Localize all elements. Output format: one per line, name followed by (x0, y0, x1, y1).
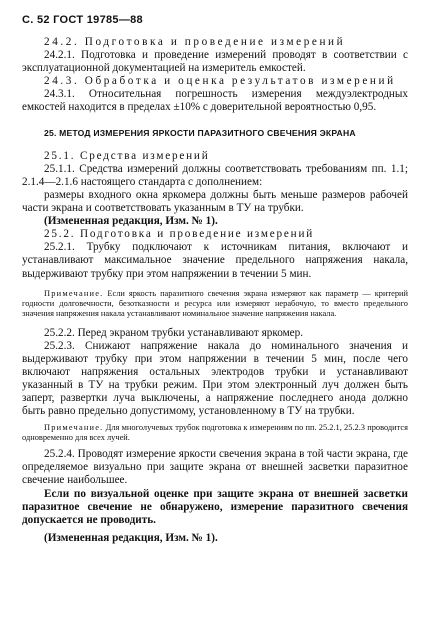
note-2-label: Примечание. (44, 423, 104, 433)
section-24-2-title: 24.2. Подготовка и проведение измерений (44, 36, 346, 48)
paragraph-25-2-1: 25.2.1. Трубку подключают к источникам питания, включают и устанавливают максимальное значение предельного напряжения накала, выдерживают трубку при этом напряжении в течении 5 мин. (22, 241, 408, 280)
note-1-text: Если яркость паразитного свечения экрана измеряют как параметр — критерий годности долговечности, безотказности и ресурса или измеряют нерабочую, то вместо предельного значения напряжения накала устанавливают номинальное значение напряжения накала. (22, 288, 408, 318)
note-1 (22, 289, 408, 319)
paragraph-24-3-1: 24.3.1. Относительная погрешность измерения междуэлектродных емкостей находится в пределах ±10% с доверительной вероятностью 0,95. (22, 88, 408, 114)
section-24-3-title: 24.3. Обработка и оценка результатов измерений (44, 75, 396, 88)
paragraph-25-2-3: 25.2.3. Снижают напряжение накала до номинального значения и выдерживают трубку при этом напряжении в течении 5 мин, после чего включают напряжения остальных электродов трубки и устанавливают указанный в ТУ на трубки режим. При этом электронный луч должен быть заперт, развертки луча выключены, а напряжение последнего анода должно быть равно предельно допустимому, установленному в ТУ на трубки. (22, 339, 408, 418)
page-header: С. 52 ГОСТ 19785—88 (22, 14, 143, 26)
paragraph-25-2-4-addendum: Если по визуальной оценке при защите экрана от внешней засветки паразитное свечение не обнаружено, измерение паразитного свечения допускается не проводить. (22, 487, 408, 526)
paragraph-25-2-2: 25.2.2. Перед экраном трубки устанавливают яркомер. (44, 326, 304, 339)
paragraph-24-2-1: 24.2.1. Подготовка и проведение измерений проводят в соответствии с эксплуатационной документацией на измеритель емкостей. (22, 49, 408, 75)
note-2 (22, 423, 408, 443)
note-2-text: Для многолучевых трубок подготовка к измерениям по пп. 25.2.1, 25.2.3 проводится одновременно для всех лучей. (22, 423, 408, 443)
section-25-1-title: 25.1. Средства измерений (44, 149, 210, 162)
paragraph-25-1-1: 25.1.1. Средства измерений должны соответствовать требованиям пп. 1.1; 2.1.4—2.1.6 настоящего стандарта с дополнением: (22, 162, 408, 188)
amendment-note-2: (Измененная редакция, Изм. № 1). (44, 531, 218, 544)
section-25-heading: 25. МЕТОД ИЗМЕРЕНИЯ ЯРКОСТИ ПАРАЗИТНОГО СВЕЧЕНИЯ ЭКРАНА (44, 127, 356, 138)
section-25-2-title: 25.2. Подготовка и проведение измерений (44, 228, 315, 241)
paragraph-25-1-1-addendum: размеры входного окна яркомера должны быть меньше размеров рабочей части экрана и соответствовать указанным в ТУ на трубки. (22, 188, 408, 215)
amendment-note-1: (Измененная редакция, Изм. № 1). (44, 215, 218, 228)
document-page (22, 14, 408, 545)
note-1-label: Примечание. (44, 288, 104, 298)
paragraph-25-2-4: 25.2.4. Проводят измерение яркости свечения экрана в той части экрана, где определяемое визуально при защите экрана от внешней засветки паразитное свечение наибольшее. (22, 448, 408, 487)
